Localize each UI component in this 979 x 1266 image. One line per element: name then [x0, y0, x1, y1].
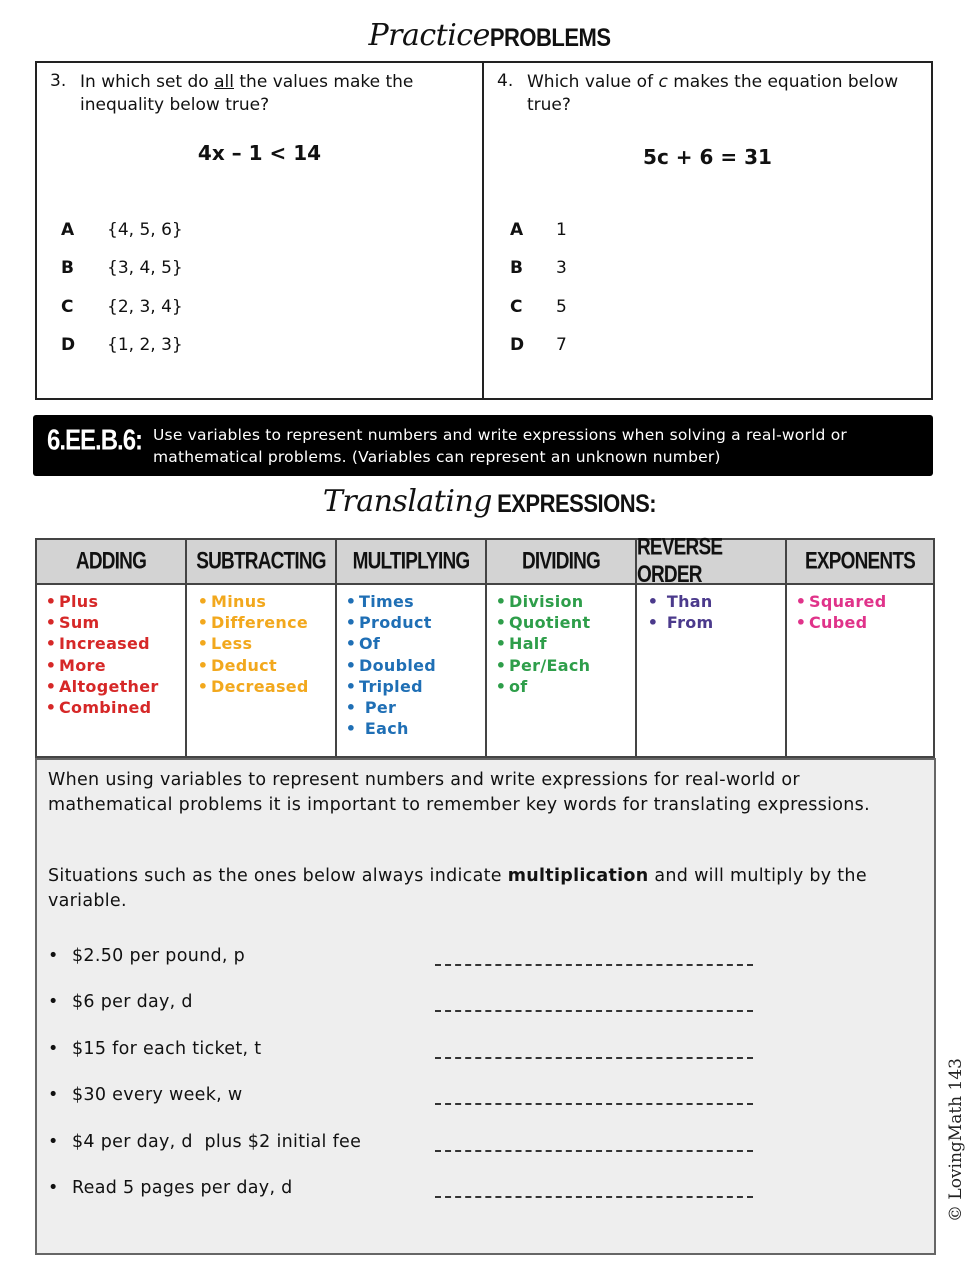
keyword-item: • More [43, 655, 185, 676]
situation-item [48, 1085, 918, 1115]
bullet-icon: • [48, 1132, 59, 1152]
standard-description: Use variables to represent numbers and write expressions when solving a real-world or mathematical problems. (Variables can represent an unknown number) [153, 426, 847, 466]
keyword-item: • Minus [195, 591, 335, 612]
answer-blank[interactable] [435, 964, 753, 966]
situation-text: $30 every week, w [72, 1085, 243, 1105]
situation-text: $2.50 per pound, p [72, 946, 246, 966]
bullet-icon: • [197, 655, 209, 675]
bullet-icon: • [495, 655, 507, 675]
keyword-item: • of [493, 676, 635, 697]
question-number: 3. [50, 71, 67, 91]
notes-paragraph: When using variables to represent numbers and write expressions for real-world or mathematical problems it is important to remember key words for translating expressions. [48, 770, 870, 815]
bullet-icon: • [45, 676, 57, 696]
bullet-icon: • [795, 613, 807, 633]
notes-paragraph: Situations such as the ones below always indicate multiplication and will multiply by the variable. [48, 866, 867, 911]
keyword-item: • Altogether [43, 676, 185, 697]
bullet-icon: • [495, 676, 507, 696]
keyword-item: • Combined [43, 697, 185, 718]
keyword-item: • Plus [43, 591, 185, 612]
bullet-icon: • [197, 613, 209, 633]
question-number: 4. [497, 71, 514, 91]
bullet-icon: • [48, 1085, 59, 1105]
notes-box [35, 758, 936, 1255]
keyword-item: • Decreased [195, 676, 335, 697]
inequality: 4x – 1 < 14 [197, 141, 322, 165]
keyword-item: • Per/Each [493, 655, 635, 676]
bullet-icon: • [495, 613, 507, 633]
question-text: Which value of c makes the equation below true? [527, 72, 899, 115]
equation: 5c + 6 = 31 [643, 145, 772, 169]
keyword-item: • Sum [43, 612, 185, 633]
bullet-icon: • [647, 613, 659, 633]
standard-code: 6.EE.B.6: [47, 424, 143, 457]
bullet-icon: • [45, 634, 57, 654]
bullet-icon: • [48, 1178, 59, 1198]
answer-blank[interactable] [435, 1196, 753, 1198]
answer-blank[interactable] [435, 1010, 753, 1012]
keyword-item: • Difference [195, 612, 335, 633]
bullet-icon: • [48, 1039, 59, 1059]
bullet-icon: • [345, 634, 357, 654]
keyword-item: • Squared [793, 591, 933, 612]
situation-item [48, 946, 918, 976]
bullet-icon: • [647, 592, 659, 611]
problem-3-box: 3. In which set do all the values make the inequality below true? 4x – 1 < 14 A {4, 5, 6} B {3, 4, 5} C {2, 3, 4} D {1, 2, 3} [35, 61, 484, 400]
situation-text: $15 for each ticket, t [72, 1039, 262, 1059]
keyword-item: • Less [195, 633, 335, 654]
title-caps-word: PROBLEMS [489, 23, 611, 52]
situation-item [48, 992, 918, 1022]
keyword-column [337, 540, 487, 756]
answer-blank[interactable] [435, 1150, 753, 1152]
situation-item [48, 1039, 918, 1069]
situation-item [48, 1132, 918, 1162]
keyword-item: • Of [343, 633, 485, 654]
keyword-item: • Increased [43, 633, 185, 654]
column-header: EXPONENTS [787, 540, 933, 585]
keyword-item: • Tripled [343, 676, 485, 697]
bullet-icon: • [345, 676, 357, 696]
column-header: ADDING [37, 540, 185, 585]
keyword-item: • Times [343, 591, 485, 612]
bullet-icon: • [45, 655, 57, 675]
column-header: REVERSE ORDER [637, 540, 785, 585]
answer-blank[interactable] [435, 1103, 753, 1105]
keyword-item: • Product [343, 612, 485, 633]
question-text: In which set do all the values make the inequality below true? [80, 72, 414, 115]
bullet-icon: • [345, 719, 357, 739]
bullet-icon: • [495, 592, 507, 611]
keyword-item: • Cubed [793, 612, 933, 633]
keyword-column [637, 534, 787, 756]
keyword-item: • Than [645, 591, 785, 612]
column-header: DIVIDING [487, 540, 635, 585]
bullet-icon: • [45, 613, 57, 633]
keyword-column [487, 540, 637, 756]
situation-text: $4 per day, d plus $2 initial fee [72, 1132, 362, 1152]
bullet-icon: • [197, 634, 209, 654]
keyword-item: • Each [343, 718, 485, 739]
bullet-icon: • [48, 946, 59, 966]
title-script-word: Translating [322, 484, 492, 519]
keyword-column [787, 540, 933, 756]
bullet-icon: • [795, 592, 807, 611]
column-header: MULTIPLYING [337, 540, 485, 585]
bullet-icon: • [45, 698, 57, 718]
bullet-icon: • [197, 592, 209, 611]
column-header: SUBTRACTING [187, 540, 335, 585]
keyword-item: • Quotient [493, 612, 635, 633]
bullet-icon: • [345, 655, 357, 675]
bullet-icon: • [345, 613, 357, 633]
keyword-column [187, 540, 337, 756]
problem-4-box: 4. Which value of c makes the equation below true? 5c + 6 = 31 A 1 B 3 C 5 D 7 [482, 61, 933, 400]
keyword-item: • Half [493, 633, 635, 654]
copyright: © LovingMath 143 [946, 1058, 966, 1222]
keyword-item: • Per [343, 697, 485, 718]
keyword-item: • From [645, 612, 785, 633]
bullet-icon: • [345, 592, 357, 611]
keyword-item: • Doubled [343, 655, 485, 676]
keyword-item: • Division [493, 591, 635, 612]
situation-text: $6 per day, d [72, 992, 193, 1012]
situation-text: Read 5 pages per day, d [72, 1178, 293, 1198]
title-script-word: Practice [368, 18, 490, 53]
bullet-icon: • [345, 698, 357, 718]
keyword-item: • Deduct [195, 655, 335, 676]
bullet-icon: • [495, 634, 507, 654]
situation-item [48, 1178, 918, 1208]
bullet-icon: • [45, 592, 57, 611]
keyword-column [37, 540, 187, 756]
keyword-table [35, 534, 935, 758]
answer-blank[interactable] [435, 1057, 753, 1059]
bullet-icon: • [197, 676, 209, 696]
translating-expressions-title [0, 484, 979, 519]
title-caps-word: EXPRESSIONS: [497, 489, 657, 518]
practice-problems-title [0, 18, 979, 53]
bullet-icon: • [48, 992, 59, 1012]
standard-banner [33, 415, 933, 476]
